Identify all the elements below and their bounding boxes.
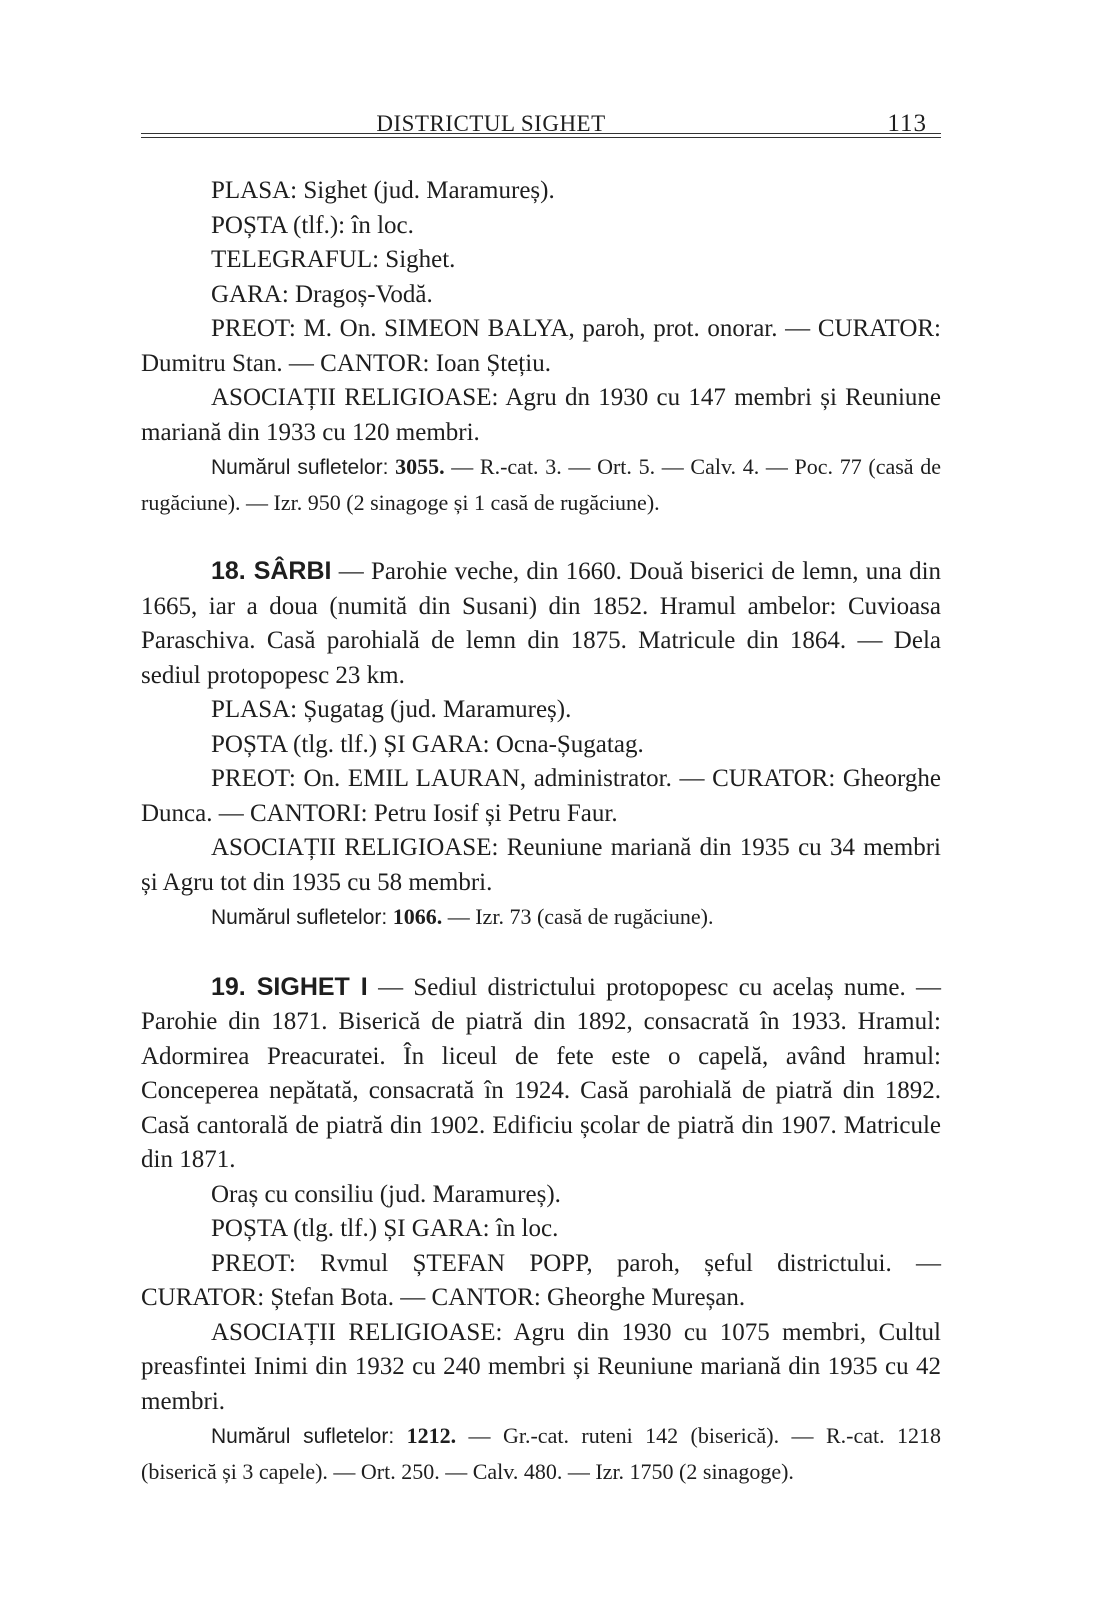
header-title: DISTRICTUL SIGHET: [376, 111, 606, 136]
suflete-label: Numărul sufletelor:: [211, 906, 388, 929]
entry-intro: [141, 554, 941, 693]
suflete-paragraph: [141, 450, 941, 520]
posta-line: POȘTA (tlg. tlf.) ȘI GARA: în loc.: [211, 1215, 559, 1242]
section-gap: [141, 936, 941, 970]
posta-line: POȘTA (tlg. tlf.) ȘI GARA: Ocna-Șugatag.: [211, 730, 644, 758]
preot-paragraph: PREOT: M. On. SIMEON BALYA, paroh, prot. onorar. — CURATOR: Dumitru Stan. — CANTOR: Ioan Ștețiu.: [141, 315, 941, 377]
entry-18-sarbi: [141, 554, 941, 936]
suflete-count: 3055.: [395, 454, 445, 479]
asociatii-paragraph: ASOCIAȚII RELIGIOASE: Reuniune mariană din 1935 cu 34 membri și Agru tot din 1935 cu 58 membri.: [141, 834, 941, 896]
header-rule-bottom: [141, 137, 941, 138]
header-rule-top: [141, 133, 941, 134]
suflete-count: 1212.: [406, 1423, 457, 1448]
asociatii-paragraph: ASOCIAȚII RELIGIOASE: Agru dn 1930 cu 147 membri și Reuniune mariană din 1933 cu 120 membri.: [141, 384, 941, 446]
plasa-line: PLASA: Șugatag (jud. Maramureș).: [211, 696, 572, 723]
entry-intro-text: — Sediul districtului protopopesc cu acelaș nume. — Parohie din 1871. Biserică de piatră din 1892, consacrată în 1933. Hramul: Adormirea Preacuratei. În liceul de fete este o capelă, având hramul: Conceperea nepătată, consacrată în 1924. Casă parohială de piatră din 1892. Casă cantorală de piatră din 1902. Edificiu școlar de piatră din 1907. Matricule din 1871.: [141, 973, 941, 1173]
gara-line: GARA: Dragoș-Vodă.: [211, 280, 433, 308]
section-gap: [141, 520, 941, 554]
suflete-details: — R.-cat. 3. — Ort. 5. — Calv. 4. — Poc. 77 (casă de rugăciune). — Izr. 950 (2 sinagoge și 1 casă de rugăciune).: [141, 454, 941, 515]
plasa-line: PLASA: Sighet (jud. Maramureș).: [211, 177, 555, 204]
entry-intro-text: — Parohie veche, din 1660. Două biserici de lemn, una din 1665, iar a doua (numită din Susani) din 1852. Hramul ambelor: Cuvioasa Paraschiva. Casă parohială de lemn din 1875. Matricule din 1864. — Dela sediul protopopesc 23 km.: [141, 558, 942, 689]
suflete-paragraph: [141, 900, 941, 936]
suflete-label: Numărul sufletelor:: [211, 456, 389, 479]
preot-paragraph: PREOT: On. EMIL LAURAN, administrator. — CURATOR: Gheorghe Dunca. — CANTORI: Petru Iosif și Petru Faur.: [141, 765, 941, 827]
oras-line: Oraș cu consiliu (jud. Maramureș).: [211, 1180, 561, 1208]
suflete-details: — Gr.-cat. ruteni 142 (biserică). — R.-cat. 1218 (biserică și 3 capele). — Ort. 250. — Calv. 480. — Izr. 1750 (2 sinagoge).: [141, 1423, 942, 1484]
telegraf-line: TELEGRAFUL: Sighet.: [211, 246, 456, 273]
previous-entry: [141, 174, 941, 520]
posta-line: POȘTA (tlf.): în loc.: [211, 211, 414, 239]
entry-heading: 19. SIGHET I: [211, 972, 368, 1001]
entry-19-sighet-i: [141, 970, 941, 1490]
preot-paragraph: PREOT: Rvmul ȘTEFAN POPP, paroh, șeful districtului. — CURATOR: Ștefan Bota. — CANTOR: Gheorghe Mureșan.: [141, 1249, 941, 1311]
entry-heading: 18. SÂRBI: [211, 557, 332, 585]
running-header: [141, 110, 941, 140]
suflete-details: — Izr. 73 (casă de rugăciune).: [447, 904, 714, 929]
entry-intro: [141, 970, 941, 1178]
page-body: [141, 174, 941, 1489]
page-number: 113: [887, 110, 927, 137]
suflete-paragraph: [141, 1419, 941, 1489]
suflete-label: Numărul sufletelor:: [211, 1425, 395, 1448]
suflete-count: 1066.: [392, 904, 443, 929]
asociatii-paragraph: ASOCIAȚII RELIGIOASE: Agru din 1930 cu 1075 membri, Cultul preasfintei Inimi din 1932 cu 240 membri și Reuniune mariană din 1935 cu 42 membri.: [141, 1318, 941, 1415]
